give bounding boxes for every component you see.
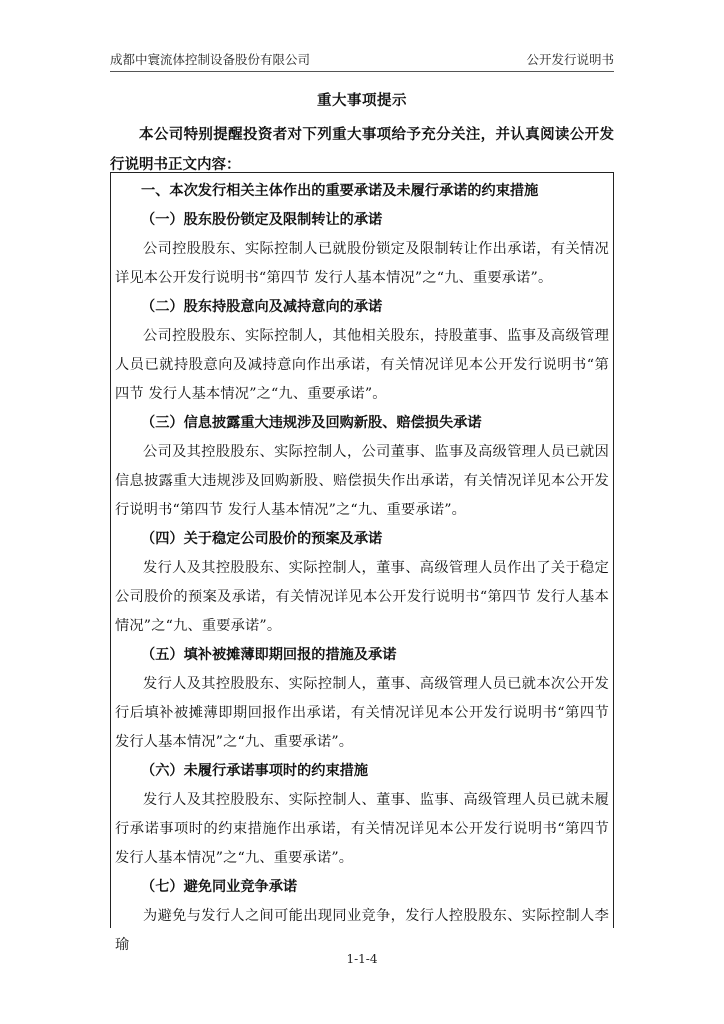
header-document-name: 公开发行说明书 [526,52,614,67]
page-number: 1-1-4 [346,952,378,966]
item-5-text: 发行人及其控股股东、实际控制人，董事、高级管理人员已就本次公开发行后填补被摊薄即期回报作出承诺，有关情况详见本公开发行说明书“第四节 发行人基本情况”之“九、重要承诺”。 [115,676,609,750]
intro-paragraph: 本公司特别提醒投资者对下列重大事项给予充分关注，并认真阅读公开发行说明书正文内容： [110,126,614,173]
item-7-heading: （七）避免同业竞争承诺 [141,879,298,895]
section-heading: 一、本次发行相关主体作出的重要承诺及未履行承诺的约束措施 [141,183,539,199]
item-4-heading: （四）关于稳定公司股价的预案及承诺 [141,531,383,547]
item-7-text: 为避免与发行人之间可能出现同业竞争，发行人控股股东、实际控制人李瑜 [115,908,609,953]
header-company-name: 成都中寰流体控制设备股份有限公司 [110,52,311,67]
item-2-text: 公司控股股东、实际控制人，其他相关股东，持股董事、监事及高级管理人员已就持股意向及减持意向作出承诺，有关情况详见本公开发行说明书“第四节 发行人基本情况”之“九、重要承诺”。 [115,328,609,402]
item-2-heading: （二）股东持股意向及减持意向的承诺 [141,299,383,315]
item-5-heading: （五）填补被摊薄即期回报的措施及承诺 [141,647,397,663]
page-header [110,50,614,72]
item-4-text: 发行人及其控股股东、实际控制人，董事、高级管理人员作出了关于稳定公司股价的预案及承诺，有关情况详见本公开发行说明书“第四节 发行人基本情况”之“九、重要承诺”。 [115,560,609,634]
content-box [110,172,614,953]
page-title: 重大事项提示 [317,92,407,109]
item-1-text: 公司控股股东、实际控制人已就股份锁定及限制转让作出承诺，有关情况详见本公开发行说明书“第四节 发行人基本情况”之“九、重要承诺”。 [115,241,609,286]
item-6-text: 发行人及其控股股东、实际控制人、董事、监事、高级管理人员已就未履行承诺事项时的约束措施作出承诺，有关情况详见本公开发行说明书“第四节 发行人基本情况”之“九、重要承诺”。 [115,792,609,866]
item-3-heading: （三）信息披露重大违规涉及回购新股、赔偿损失承诺 [141,415,482,431]
item-3-text: 公司及其控股股东、实际控制人，公司董事、监事及高级管理人员已就因信息披露重大违规涉及回购新股、赔偿损失作出承诺，有关情况详见本公开发行说明书“第四节 发行人基本情况”之“九、重要承诺”。 [115,444,609,518]
item-6-heading: （六）未履行承诺事项时的约束措施 [141,763,369,779]
item-1-heading: （一）股东股份锁定及限制转让的承诺 [141,212,383,228]
